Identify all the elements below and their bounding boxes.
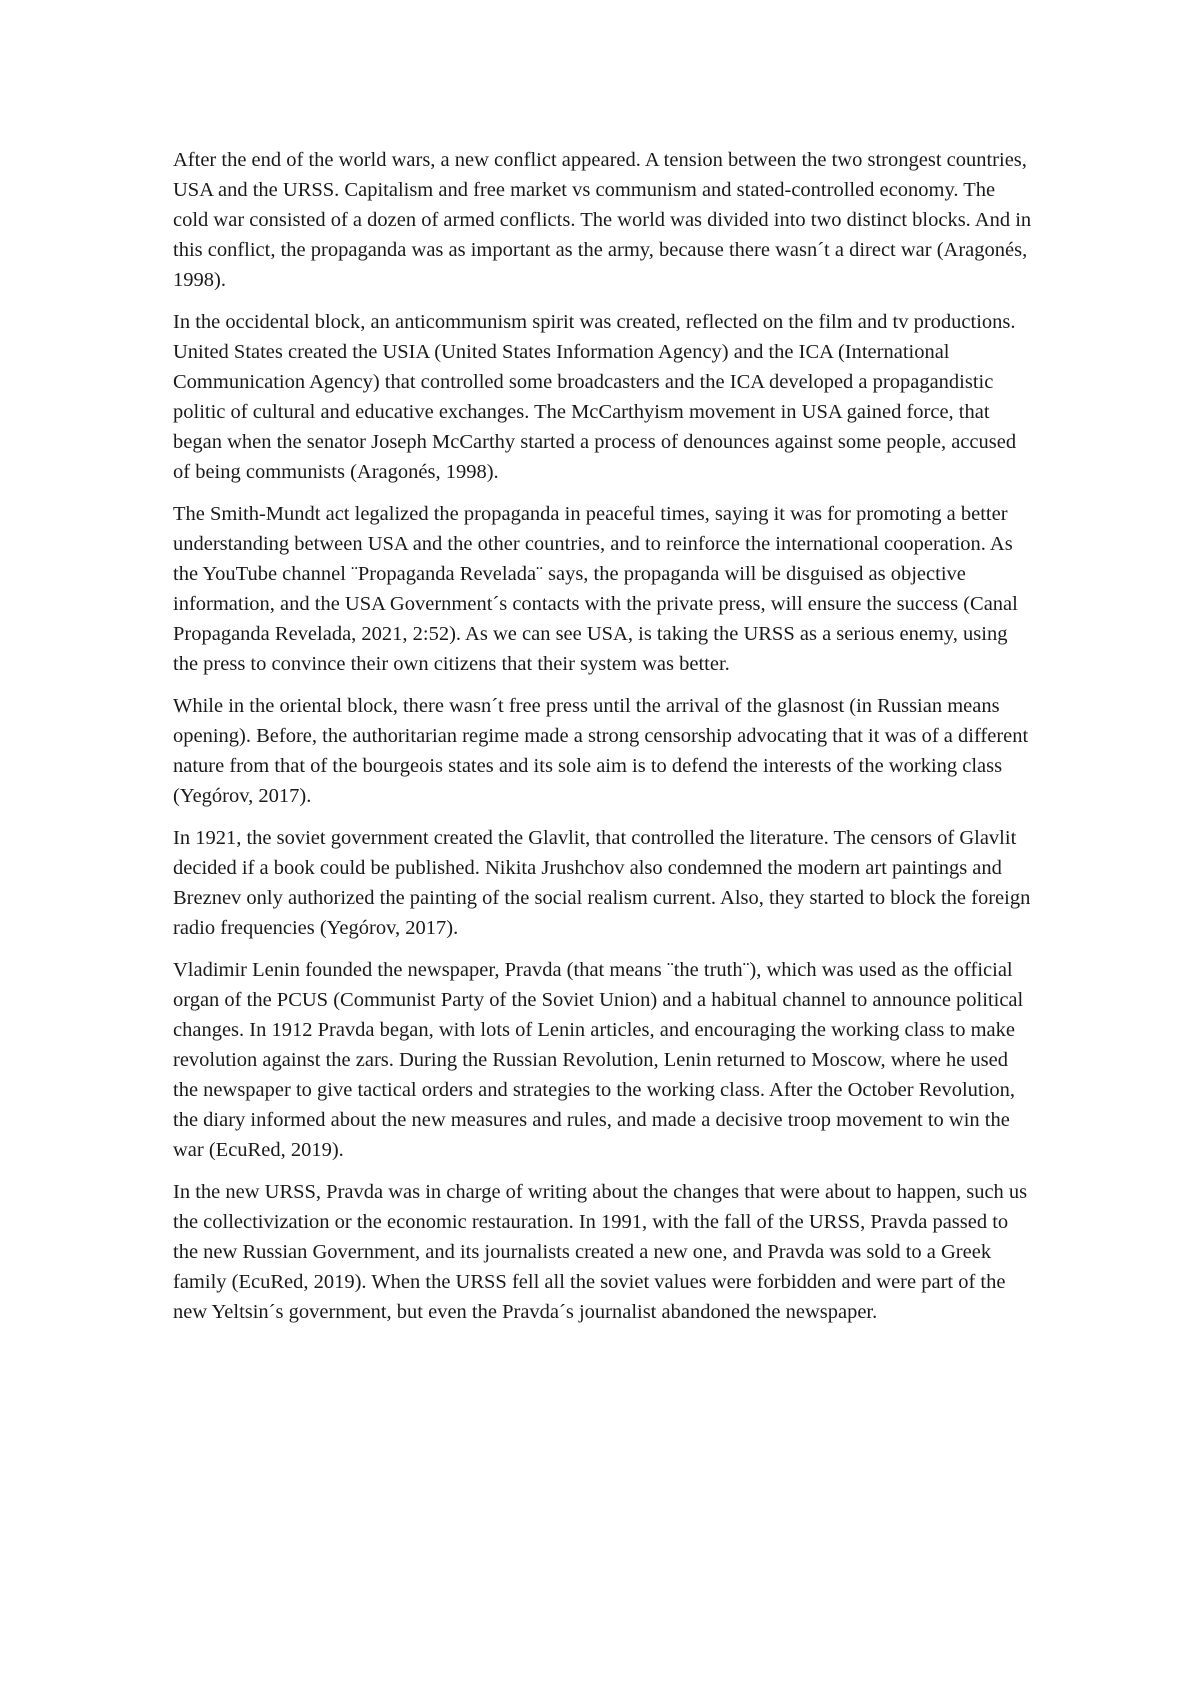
paragraph-pravda-founding: Vladimir Lenin founded the newspaper, Pravda (that means ¨the truth¨), which was used as the official organ of the PCUS (Communist Party of the Soviet Union) and a habitual channel to announce political changes. In 1912 Pravda began, with lots of Lenin articles, and encouraging the working class to make revolution against the zars. During the Russian Revolution, Lenin returned to Moscow, where he used the newspaper to give tactical orders and strategies to the working class. After the October Revolution, the diary informed about the new measures and rules, and made a decisive troop movement to win the war (EcuRed, 2019).	[173, 959, 1024, 1161]
paragraph-oriental-block: While in the oriental block, there wasn´t free press until the arrival of the glasnost (in Russian means opening). Before, the authoritarian regime made a strong censorship advocating that it was of a different nature from that of the bourgeois states and its sole aim is to defend the interests of the working class (Yegórov, 2017).	[173, 695, 1029, 807]
paragraph-smith-mundt-act: The Smith-Mundt act legalized the propaganda in peaceful times, saying it was for promoting a better understanding between USA and the other countries, and to reinforce the international cooperation. As the YouTube channel ¨Propaganda Revelada¨ says, the propaganda will be disguised as objective information, and the USA Government´s contacts with the private press, will ensure the success (Canal Propaganda Revelada, 2021, 2:52). As we can see USA, is taking the URSS as a serious enemy, using the press to convince their own citizens that their system was better.	[173, 503, 1018, 675]
paragraph-pravda-new-urss: In the new URSS, Pravda was in charge of writing about the changes that were about to happen, such us the collectivization or the economic restauration. In 1991, with the fall of the URSS, Pravda passed to the new Russian Government, and its journalists created a new one, and Pravda was sold to a Greek family (EcuRed, 2019). When the URSS fell all the soviet values were forbidden and were part of the new Yeltsin´s government, but even the Pravda´s journalist abandoned the newspaper.	[173, 1181, 1028, 1323]
paragraph-cold-war-intro: After the end of the world wars, a new conflict appeared. A tension between the two strongest countries, USA and the URSS. Capitalism and free market vs communism and stated-controlled economy. The cold war consisted of a dozen of armed conflicts. The world was divided into two distinct blocks. And in this conflict, the propaganda was as important as the army, because there wasn´t a direct war (Aragonés, 1998).	[173, 149, 1032, 291]
document-body	[173, 145, 1035, 1339]
paragraph-glavlit: In 1921, the soviet government created the Glavlit, that controlled the literature. The censors of Glavlit decided if a book could be published. Nikita Jrushchov also condemned the modern art paintings and Breznev only authorized the painting of the social realism current. Also, they started to block the foreign radio frequencies (Yegórov, 2017).	[173, 827, 1031, 939]
paragraph-occidental-block: In the occidental block, an anticommunism spirit was created, reflected on the film and tv productions. United States created the USIA (United States Information Agency) and the ICA (International Communication Agency) that controlled some broadcasters and the ICA developed a propagandistic politic of cultural and educative exchanges. The McCarthyism movement in USA gained force, that began when the senator Joseph McCarthy started a process of denounces against some people, accused of being communists (Aragonés, 1998).	[173, 311, 1017, 483]
